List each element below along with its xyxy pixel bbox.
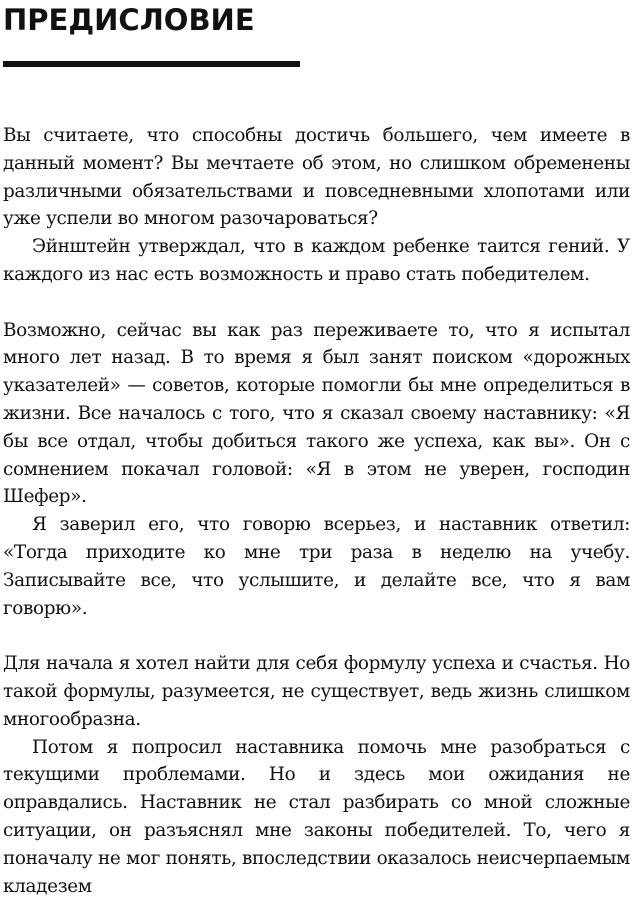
chapter-heading: ПРЕДИСЛОВИЕ <box>3 3 255 37</box>
paragraph: Эйнштейн утверждал, что в каждом ребенке таится гений. У каждого из нас есть возможность и право стать победителем. <box>3 236 630 285</box>
paragraph: Возможно, сейчас вы как раз переживаете то, что я испытал много лет назад. В то время я был занят поиском «дорожных указателей» — советов, которые помогли бы мне определиться в жизни. Все началось с того, что я сказал своему наставнику: «Я бы все отдал, чтобы добиться такого же успеха, как вы». Он с сомнением покачал головой: «Я в этом не уверен, господин Шефер». <box>3 319 630 508</box>
paragraph-gap <box>3 622 630 650</box>
heading-rule <box>3 61 300 67</box>
paragraph: Я заверил его, что говорю всерьез, и наставник ответил: «Тогда приходите ко мне три раза в неделю на учебу. Записывайте все, что услышите, и делайте все, что я вам говорю». <box>3 514 630 619</box>
paragraph: Для начала я хотел найти для себя формулу успеха и счастья. Но такой формулы, разумеется, не существует, ведь жизнь слишком многообразна. <box>3 653 630 730</box>
body-text <box>3 122 630 900</box>
paragraph: Потом я попросил наставника помочь мне разобраться с текущими проблемами. Но и здесь мои ожидания не оправдались. Наставник не стал разбирать со мной сложные ситуации, он разъяснял мне законы победителей. То, чего я поначалу не мог понять, впоследствии оказалось неисчерпаемым кладезем <box>3 736 630 897</box>
paragraph-gap <box>3 289 630 317</box>
paragraph: Вы считаете, что способны достичь большего, чем имеете в данный момент? Вы мечтаете об этом, но слишком обременены различными обязательствами и повседневными хлопотами или уже успели во многом разочароваться? <box>3 125 630 230</box>
